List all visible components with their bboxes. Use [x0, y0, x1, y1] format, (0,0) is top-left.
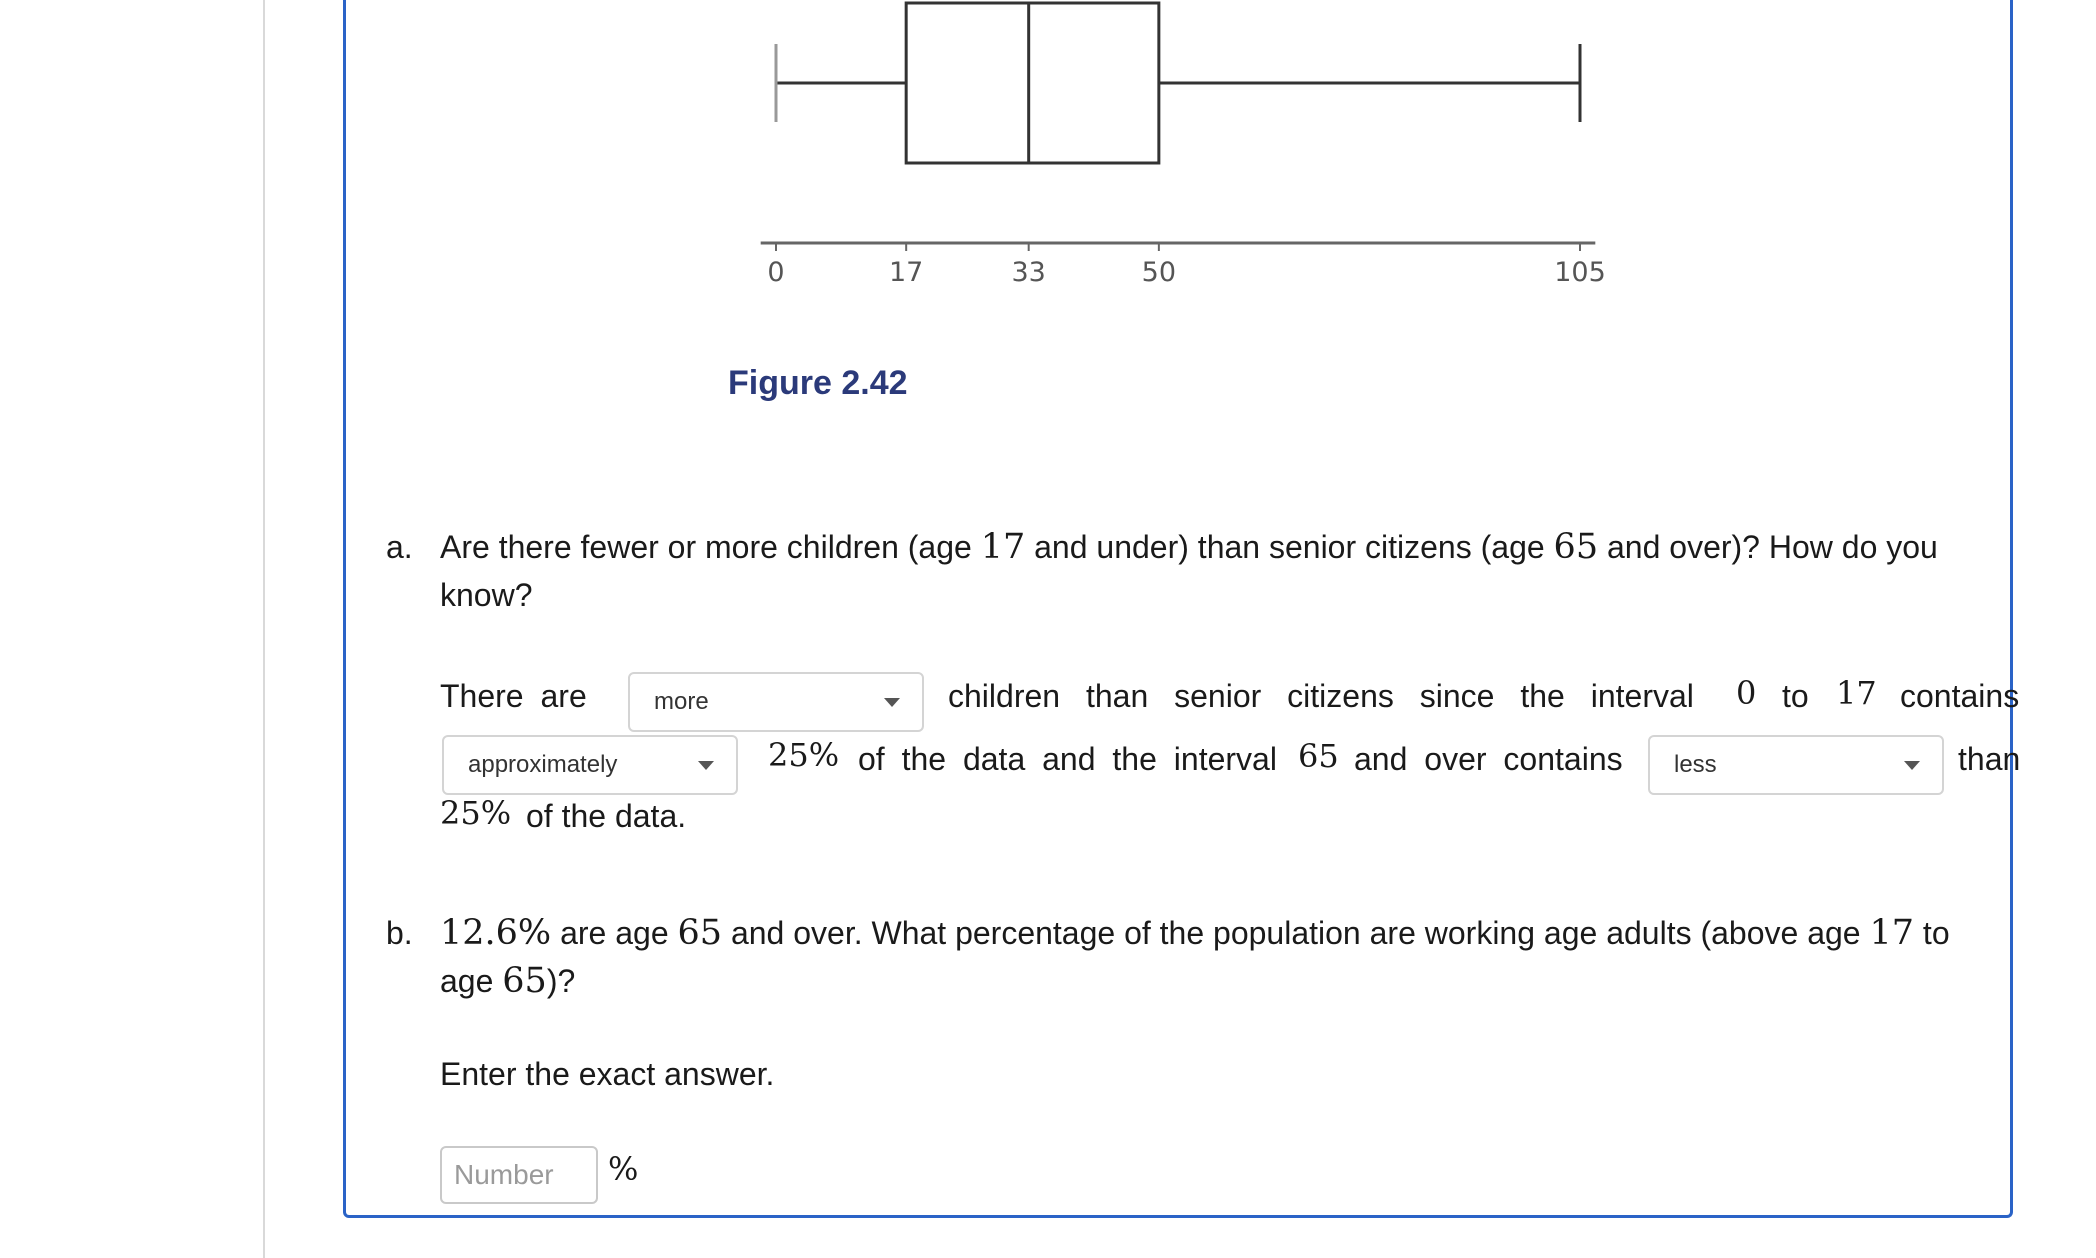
num-65: 65 [1298, 737, 1339, 775]
select-3-value: less [1674, 751, 1717, 778]
axis-ticks [767, 243, 1605, 288]
tick-label-0: 0 [767, 257, 785, 288]
num-0: 0 [1736, 674, 1757, 712]
select-2-value: approximately [468, 751, 618, 778]
answer-line-2-text: of the data and the interval [858, 741, 1277, 777]
qa-num-65: 65 [1553, 527, 1599, 567]
pct-25: 25% [768, 736, 840, 774]
question-a [386, 523, 2020, 619]
qb-close: )? [546, 963, 576, 999]
qb-num-17: 17 [1869, 913, 1915, 953]
and-over-contains-text: and over contains [1354, 741, 1623, 777]
tick-label-4: 105 [1554, 257, 1606, 288]
iqr-box [906, 3, 1159, 163]
qb-text-1: are age [560, 915, 669, 951]
qa-text-4: know? [440, 577, 533, 613]
answer-line-1-text: children than senior citizens since the interval [948, 678, 1694, 714]
contains-text: contains [1900, 678, 2020, 714]
chevron-down-icon [698, 761, 714, 770]
box-plot [700, 0, 1640, 300]
there-are-text: There are [440, 678, 587, 714]
select-approximately[interactable] [442, 735, 738, 795]
qa-text-3: and over)? How do you [1598, 529, 1938, 565]
tick-label-1: 17 [888, 257, 924, 288]
qb-num-65: 65 [677, 913, 723, 953]
question-b-label: b. [386, 915, 413, 951]
to-text: to [1782, 678, 1809, 714]
num-17: 17 [1836, 674, 1877, 712]
than-text: than [1958, 741, 2021, 777]
qb-text-2: and over. What percentage of the population are working age adults (above age [730, 915, 1861, 951]
qa-num-17: 17 [980, 527, 1026, 567]
pct-25-b: 25% [440, 794, 512, 832]
qa-text-1: Are there fewer or more children (age [440, 529, 981, 565]
tick-label-2: 33 [1011, 257, 1046, 288]
chevron-down-icon [884, 698, 900, 707]
answer-number-input[interactable] [440, 1146, 598, 1204]
question-b [386, 909, 2020, 1005]
of-the-data-text: of the data. [526, 798, 687, 834]
chevron-down-icon [1904, 761, 1920, 770]
select-1-value: more [654, 688, 709, 715]
qb-to: to [1922, 915, 1950, 951]
tick-label-3: 50 [1141, 257, 1177, 288]
select-more-fewer[interactable] [628, 672, 924, 732]
select-less-more[interactable] [1648, 735, 1944, 795]
qb-num-65-b: 65 [502, 961, 547, 1001]
instruction-text: Enter the exact answer. [440, 1056, 775, 1092]
qb-age: age [440, 963, 494, 999]
figure-caption: Figure 2.42 [728, 364, 908, 402]
qa-text-2: and under) than senior citizens (age [1025, 529, 1554, 565]
question-a-label: a. [386, 529, 413, 565]
percent-unit: % [608, 1150, 639, 1188]
qb-pct: 12.6% [440, 913, 552, 953]
left-divider [263, 0, 265, 1258]
